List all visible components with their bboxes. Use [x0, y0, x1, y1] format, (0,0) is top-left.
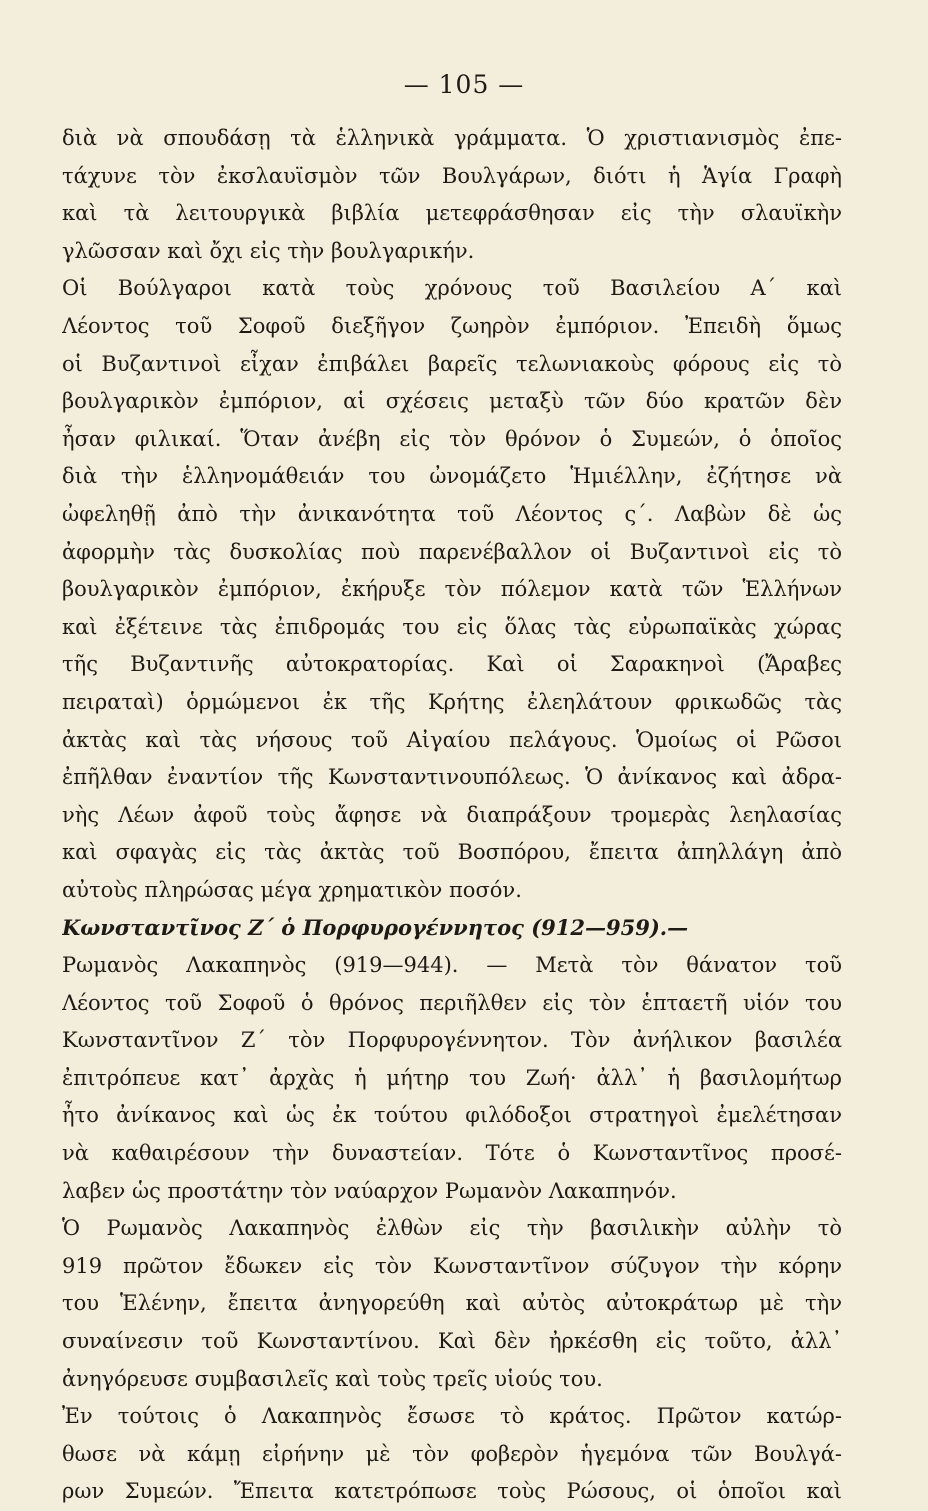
- text-line: διὰ νὰ σπουδάσῃ τὰ ἑλληνικὰ γράμματα. Ὁ χριστιανισμὸς ἐπε-: [62, 126, 842, 150]
- text-line: βουλγαρικὸν ἐμπόριον, ἐκήρυξε τὸν πόλεμον κατὰ τῶν Ἑλλήνων: [62, 577, 842, 602]
- body-text: [62, 120, 842, 1511]
- text-line: Λέοντος τοῦ Σοφοῦ διεξῆγον ζωηρὸν ἐμπόριον. Ἐπειδὴ ὅμως: [62, 313, 842, 338]
- section-heading-line: Ρωμανὸς Λακαπηνὸς (919—944). — Μετὰ τὸν θάνατον τοῦ: [62, 953, 842, 978]
- text-line: θωσε νὰ κάμῃ εἰρήνην μὲ τὸν φοβερὸν ἡγεμόνα τῶν Βουλγά-: [62, 1441, 842, 1466]
- text-line: Οἱ Βούλγαροι κατὰ τοὺς χρόνους τοῦ Βασιλείου Α΄ καὶ: [62, 276, 842, 301]
- text-line: οἱ Βυζαντινοὶ εἶχαν ἐπιβάλει βαρεῖς τελωνιακοὺς φόρους εἰς τὸ: [62, 351, 842, 376]
- text-line: ἐπῆλθαν ἐναντίον τῆς Κωνσταντινουπόλεως. Ὁ ἀνίκανος καὶ ἀδρα-: [62, 765, 842, 790]
- text-line: γλῶσσαν καὶ ὄχι εἰς τὴν βουλγαρικήν.: [62, 238, 475, 263]
- text-line: καὶ τὰ λειτουργικὰ βιβλία μετεφράσθησαν εἰς τὴν σλαυϊκὴν: [62, 201, 842, 226]
- page-number: — 105 —: [403, 70, 525, 99]
- text-line: νὴς Λέων ἀφοῦ τοὺς ἄφησε νὰ διαπράξουν τρομερὰς λεηλασίας: [62, 802, 842, 827]
- text-line: λαβεν ὡς προστάτην τὸν ναύαρχον Ρωμανὸν Λακαπηνόν.: [62, 1178, 677, 1203]
- text-line: ὠφεληθῇ ἀπὸ τὴν ἀνικανότητα τοῦ Λέοντος ς΄. Λαβὼν δὲ ὡς: [62, 501, 842, 526]
- text-line: τάχυνε τὸν ἐκσλαυϊσμὸν τῶν Βουλγάρων, διότι ἡ Ἁγία Γραφὴ: [62, 163, 842, 188]
- text-line: ἐπιτρόπευε κατ᾿ ἀρχὰς ἡ μήτηρ του Ζωή· ἀλλ᾿ ἡ βασιλομήτωρ: [62, 1065, 842, 1090]
- text-line: ἀφορμὴν τὰς δυσκολίας ποὺ παρενέβαλλον οἱ Βυζαντινοὶ εἰς τὸ: [62, 539, 842, 564]
- text-line: καὶ σφαγὰς εἰς τὰς ἀκτὰς τοῦ Βοσπόρου, ἔπειτα ἀπηλλάγη ἀπὸ: [62, 840, 842, 865]
- text-line: τῆς Βυζαντινῆς αὐτοκρατορίας. Καὶ οἱ Σαρακηνοὶ (Ἄραβες: [62, 652, 842, 677]
- text-line: αὐτοὺς πληρώσας μέγα χρηματικὸν ποσόν.: [62, 877, 522, 902]
- text-line: βουλγαρικὸν ἐμπόριον, αἱ σχέσεις μεταξὺ τῶν δύο κρατῶν δὲν: [62, 389, 842, 414]
- text-line: 919 πρῶτον ἔδωκεν εἰς τὸν Κωνσταντῖνον σύζυγον τὴν κόρην: [62, 1253, 842, 1278]
- text-line: συναίνεσιν τοῦ Κωνσταντίνου. Καὶ δὲν ἠρκέσθη εἰς τοῦτο, ἀλλ᾿: [62, 1329, 842, 1353]
- text-line: καὶ ἐξέτεινε τὰς ἐπιδρομάς του εἰς ὅλας τὰς εὐρωπαϊκὰς χώρας: [62, 614, 842, 639]
- text-line: ἦτο ἀνίκανος καὶ ὡς ἐκ τούτου φιλόδοξοι στρατηγοὶ ἐμελέτησαν: [62, 1103, 842, 1128]
- text-line: ἀνηγόρευσε συμβασιλεῖς καὶ τοὺς τρεῖς υἱούς του.: [62, 1366, 603, 1391]
- text-line: ρων Συμεών. Ἔπειτα κατετρόπωσε τοὺς Ρώσους, οἱ ὁποῖοι καὶ: [62, 1479, 842, 1504]
- text-line: Λέοντος τοῦ Σοφοῦ ὁ θρόνος περιῆλθεν εἰς τὸν ἑπταετῆ υἱόν του: [62, 990, 842, 1015]
- section-heading: Κωνσταντῖνος Ζ΄ ὁ Πορφυρογέννητος (912—959).—: [62, 915, 689, 941]
- text-line: ἀκτὰς καὶ τὰς νήσους τοῦ Αἰγαίου πελάγους. Ὁμοίως οἱ Ρῶσοι: [62, 727, 842, 752]
- text-line: Κωνσταντῖνον Ζ΄ τὸν Πορφυρογέννητον. Τὸν ἀνήλικον βασιλέα: [62, 1028, 842, 1053]
- text-line: του Ἑλένην, ἔπειτα ἀνηγορεύθη καὶ αὐτὸς αὐτοκράτωρ μὲ τὴν: [62, 1291, 842, 1316]
- text-line: Ὁ Ρωμανὸς Λακαπηνὸς ἐλθὼν εἰς τὴν βασιλικὴν αὐλὴν τὸ: [62, 1216, 842, 1241]
- text-line: Ἐν τούτοις ὁ Λακαπηνὸς ἔσωσε τὸ κράτος. Πρῶτον κατώρ-: [62, 1404, 842, 1429]
- text-line: ἦσαν φιλικαί. Ὅταν ἀνέβη εἰς τὸν θρόνον ὁ Συμεών, ὁ ὁποῖος: [62, 426, 842, 451]
- text-line: πειραταὶ) ὁρμώμενοι ἐκ τῆς Κρήτης ἐλεηλάτουν φρικωδῶς τὰς: [62, 689, 842, 714]
- text-line: νὰ καθαιρέσουν τὴν δυναστείαν. Τότε ὁ Κωνσταντῖνος προσέ-: [62, 1141, 842, 1166]
- text-line: διὰ τὴν ἑλληνομάθειάν του ὠνομάζετο Ἡμιέλλην, ἐζήτησε νὰ: [62, 464, 842, 489]
